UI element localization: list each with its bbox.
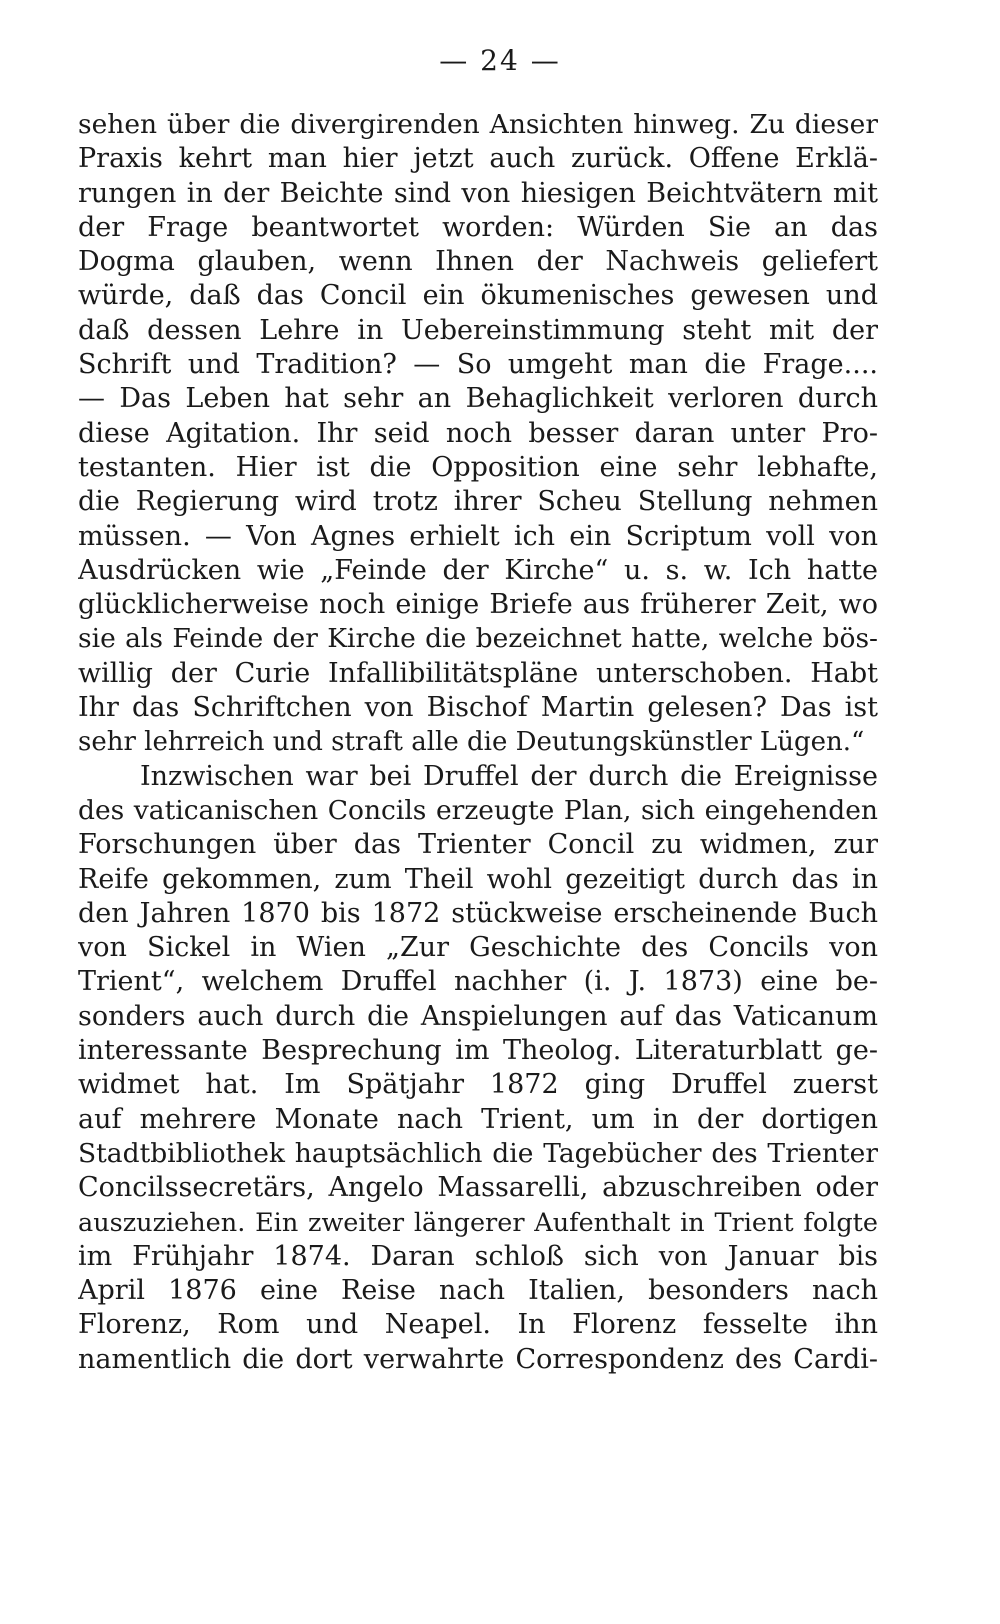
text-line: rungen in der Beichte sind von hiesigen Beichtvätern mit bbox=[78, 177, 878, 209]
text-line: Forschungen über das Trienter Concil zu widmen, zur bbox=[78, 829, 878, 861]
page-number: — 24 — bbox=[439, 44, 561, 77]
text-line: müssen. — Von Agnes erhielt ich ein Scriptum voll von bbox=[78, 520, 878, 552]
text-line: von Sickel in Wien „Zur Geschichte des Concils von bbox=[78, 932, 878, 964]
text-line: auf mehrere Monate nach Trient, um in der dortigen bbox=[78, 1103, 878, 1135]
text-line: Ausdrücken wie „Feinde der Kirche“ u. s. w. Ich hatte bbox=[78, 554, 878, 586]
text-line: Florenz, Rom und Neapel. In Florenz fesselte ihn bbox=[78, 1309, 878, 1341]
text-line: sehen über die divergirenden Ansichten hinweg. Zu dieser bbox=[78, 109, 878, 140]
text-line: sonders auch durch die Anspielungen auf das Vaticanum bbox=[78, 1000, 878, 1032]
text-line: die Regierung wird trotz ihrer Scheu Stellung nehmen bbox=[78, 486, 878, 518]
text-line: Inzwischen war bei Druffel der durch die Ereignisse bbox=[140, 760, 878, 792]
text-line: den Jahren 1870 bis 1872 stückweise erscheinende Buch bbox=[78, 897, 878, 929]
text-line: daß dessen Lehre in Uebereinstimmung steht mit der bbox=[78, 314, 878, 346]
text-line: April 1876 eine Reise nach Italien, besonders nach bbox=[78, 1275, 878, 1307]
text-line: widmet hat. Im Spätjahr 1872 ging Druffel zuerst bbox=[78, 1069, 878, 1101]
text-line: Trient“, welchem Druffel nachher (i. J. 1873) eine be- bbox=[78, 966, 878, 998]
text-line: im Frühjahr 1874. Daran schloß sich von Januar bis bbox=[78, 1240, 878, 1272]
text-line: Concilssecretärs, Angelo Massarelli, abzuschreiben oder bbox=[78, 1172, 878, 1204]
text-line: Dogma glauben, wenn Ihnen der Nachweis geliefert bbox=[78, 246, 878, 278]
text-line: des vaticanischen Concils erzeugte Plan, sich eingehenden bbox=[78, 794, 878, 826]
text-line: diese Agitation. Ihr seid noch besser daran unter Pro- bbox=[78, 417, 878, 449]
text-line: sie als Feinde der Kirche die bezeichnet hatte, welche bös- bbox=[78, 623, 878, 655]
text-line: Stadtbibliothek hauptsächlich die Tagebücher des Trienter bbox=[78, 1137, 878, 1169]
text-line: Schrift und Tradition? — So umgeht man die Frage.... bbox=[78, 349, 878, 381]
text-line: Ihr das Schriftchen von Bischof Martin gelesen? Das ist bbox=[78, 692, 878, 724]
body-text bbox=[78, 108, 878, 1377]
text-line: auszuziehen. Ein zweiter längerer Aufenthalt in Trient folgte bbox=[78, 1207, 878, 1238]
text-line: sehr lehrreich und straft alle die Deutungskünstler Lügen.“ bbox=[78, 727, 865, 758]
text-line: — Das Leben hat sehr an Behaglichkeit verloren durch bbox=[78, 383, 878, 415]
text-line: Reife gekommen, zum Theil wohl gezeitigt durch das in bbox=[78, 863, 878, 895]
text-line: Praxis kehrt man hier jetzt auch zurück. Offene Erklä- bbox=[78, 143, 878, 175]
text-line: interessante Besprechung im Theolog. Literaturblatt ge- bbox=[78, 1035, 878, 1067]
text-line: würde, daß das Concil ein ökumenisches gewesen und bbox=[78, 280, 878, 312]
text-line: der Frage beantwortet worden: Würden Sie an das bbox=[78, 211, 878, 243]
text-line: willig der Curie Infallibilitätspläne unterschoben. Habt bbox=[78, 657, 878, 689]
text-line: namentlich die dort verwahrte Correspondenz des Cardi- bbox=[78, 1343, 878, 1375]
text-line: testanten. Hier ist die Opposition eine sehr lebhafte, bbox=[78, 451, 878, 483]
text-line: glücklicherweise noch einige Briefe aus früherer Zeit, wo bbox=[78, 589, 878, 621]
